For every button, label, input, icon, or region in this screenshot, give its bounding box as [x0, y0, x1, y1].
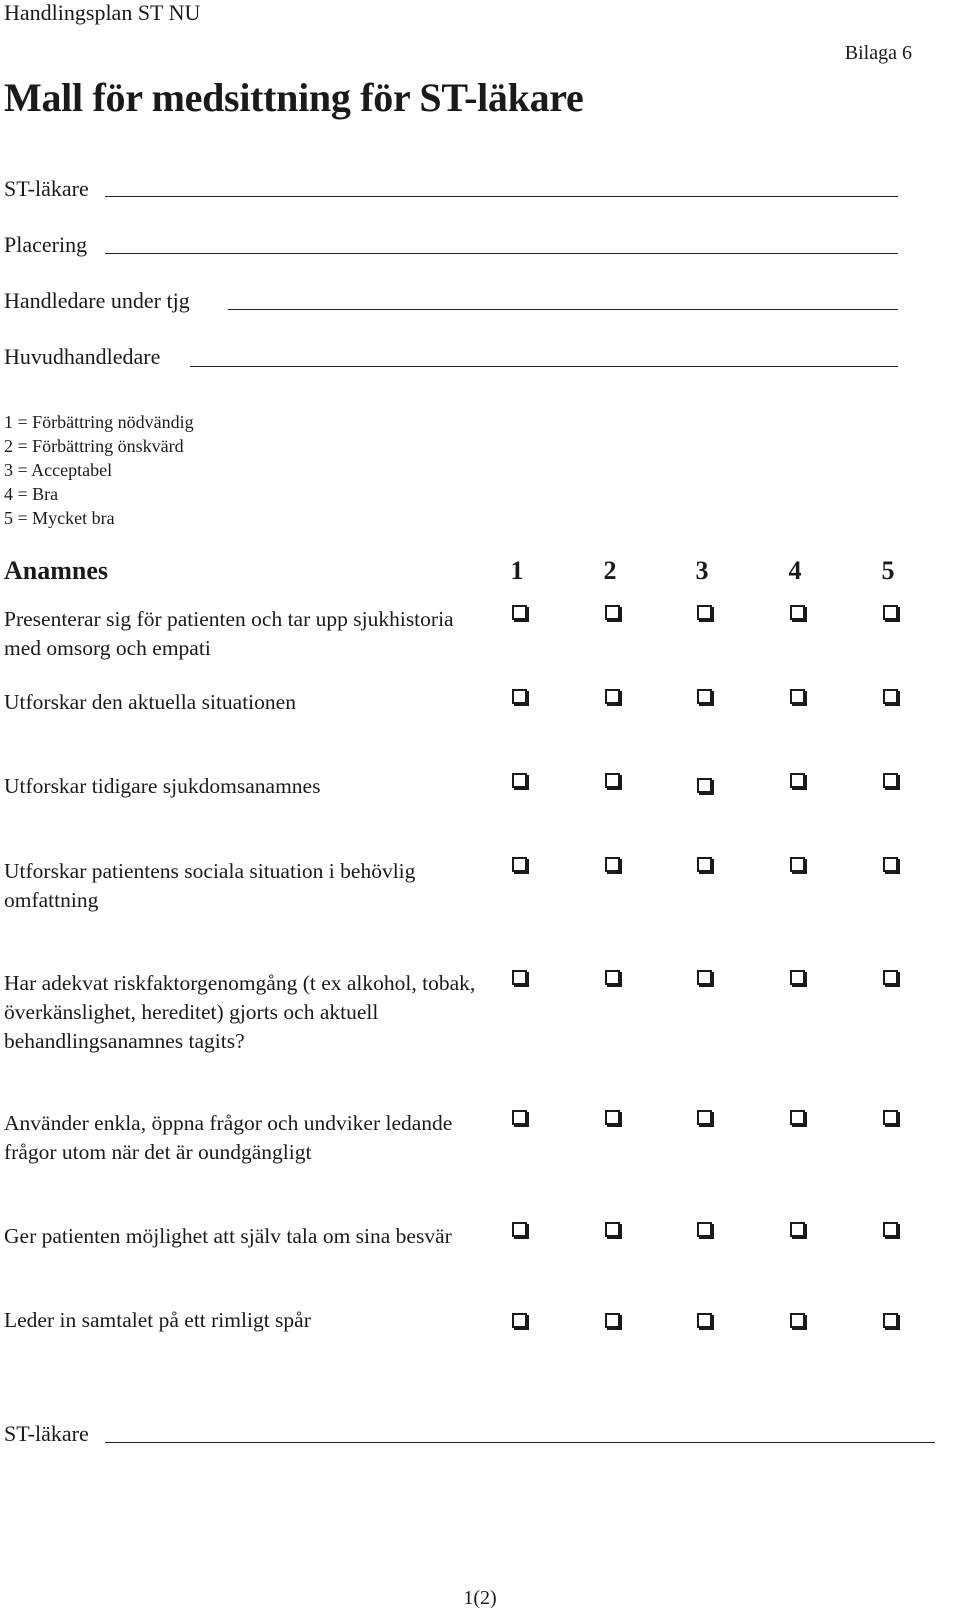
- item-text: Har adekvat riskfaktorgenomgång (t ex alkohol, tobak, överkänslighet, hereditet) gjorts och aktuell behandlingsanamnes tagits?: [4, 971, 476, 1053]
- scale-header-5: 5: [881, 556, 895, 585]
- legend-item: 2 = Förbättring önskvärd: [4, 436, 184, 456]
- rating-checkbox-2[interactable]: [605, 1110, 620, 1125]
- rating-checkbox-2[interactable]: [605, 689, 620, 704]
- page-number: 1(2): [463, 1587, 497, 1609]
- rating-checkbox-3[interactable]: [697, 778, 712, 793]
- field-placering-label: Placering: [4, 232, 88, 257]
- rating-checkbox-1[interactable]: [512, 1222, 527, 1237]
- rating-checkbox-1[interactable]: [512, 773, 527, 788]
- rating-checkbox-2[interactable]: [605, 970, 620, 985]
- scale-header-1: 1: [510, 556, 524, 585]
- field-st-lakare-label: ST-läkare: [4, 176, 89, 201]
- rating-checkbox-1[interactable]: [512, 605, 527, 620]
- item-text: Utforskar tidigare sjukdomsanamnes: [4, 774, 321, 798]
- rating-checkbox-5[interactable]: [883, 857, 898, 872]
- item-text: Utforskar patientens sociala situation i behövlig omfattning: [4, 859, 416, 912]
- rating-checkbox-2[interactable]: [605, 857, 620, 872]
- rating-checkbox-4[interactable]: [790, 970, 805, 985]
- rating-checkbox-5[interactable]: [883, 605, 898, 620]
- rating-checkbox-1[interactable]: [512, 970, 527, 985]
- rating-checkbox-3[interactable]: [697, 1110, 712, 1125]
- page-title: Mall för medsittning för ST-läkare: [4, 75, 584, 120]
- rating-checkbox-3[interactable]: [697, 1313, 712, 1328]
- legend-item: 5 = Mycket bra: [4, 508, 115, 528]
- rating-checkbox-3[interactable]: [697, 970, 712, 985]
- rating-checkbox-4[interactable]: [790, 1313, 805, 1328]
- rating-checkbox-2[interactable]: [605, 1222, 620, 1237]
- rating-legend: [4, 410, 194, 530]
- legend-item: 4 = Bra: [4, 484, 59, 504]
- rating-checkbox-1[interactable]: [512, 1110, 527, 1125]
- rating-checkbox-2[interactable]: [605, 773, 620, 788]
- document-header: Handlingsplan ST NU: [4, 0, 201, 25]
- item-text: Ger patienten möjlighet att själv tala om sina besvär: [4, 1224, 452, 1248]
- rating-checkbox-4[interactable]: [790, 857, 805, 872]
- rating-checkbox-1[interactable]: [512, 1313, 527, 1328]
- rating-checkbox-3[interactable]: [697, 689, 712, 704]
- rating-checkbox-5[interactable]: [883, 1222, 898, 1237]
- rating-checkbox-4[interactable]: [790, 1222, 805, 1237]
- item-text: Använder enkla, öppna frågor och undviker ledande frågor utom när det är oundgängligt: [4, 1111, 453, 1164]
- scale-header-2: 2: [603, 556, 617, 585]
- field-handledare-line[interactable]: [228, 309, 898, 310]
- legend-item: 1 = Förbättring nödvändig: [4, 412, 194, 432]
- rating-checkbox-5[interactable]: [883, 1110, 898, 1125]
- field-handledare-label: Handledare under tjg: [4, 288, 190, 313]
- rating-checkbox-5[interactable]: [883, 1313, 898, 1328]
- item-text: Leder in samtalet på ett rimligt spår: [4, 1308, 311, 1332]
- rating-checkbox-4[interactable]: [790, 773, 805, 788]
- scale-header-4: 4: [788, 556, 802, 585]
- rating-checkbox-5[interactable]: [883, 773, 898, 788]
- signature-label: ST-läkare: [4, 1421, 89, 1446]
- rating-checkbox-4[interactable]: [790, 605, 805, 620]
- rating-checkbox-1[interactable]: [512, 857, 527, 872]
- item-text: Presenterar sig för patienten och tar upp sjukhistoria med omsorg och empati: [4, 607, 454, 660]
- rating-checkbox-5[interactable]: [883, 970, 898, 985]
- rating-checkbox-2[interactable]: [605, 1313, 620, 1328]
- rating-checkbox-4[interactable]: [790, 1110, 805, 1125]
- field-st-lakare-line[interactable]: [105, 196, 898, 197]
- rating-checkbox-5[interactable]: [883, 689, 898, 704]
- rating-checkbox-3[interactable]: [697, 857, 712, 872]
- field-huvudhandledare-label: Huvudhandledare: [4, 344, 161, 369]
- legend-item: 3 = Acceptabel: [4, 460, 113, 480]
- rating-checkbox-3[interactable]: [697, 1222, 712, 1237]
- section-title: Anamnes: [4, 556, 109, 585]
- rating-checkbox-1[interactable]: [512, 689, 527, 704]
- field-huvudhandledare-line[interactable]: [190, 366, 898, 367]
- signature-line[interactable]: [105, 1442, 935, 1443]
- scale-header-3: 3: [695, 556, 709, 585]
- rating-checkbox-2[interactable]: [605, 605, 620, 620]
- rating-checkbox-4[interactable]: [790, 689, 805, 704]
- field-placering-line[interactable]: [105, 253, 898, 254]
- rating-checkbox-3[interactable]: [697, 605, 712, 620]
- attachment-label: Bilaga 6: [844, 42, 912, 64]
- item-text: Utforskar den aktuella situationen: [4, 690, 296, 714]
